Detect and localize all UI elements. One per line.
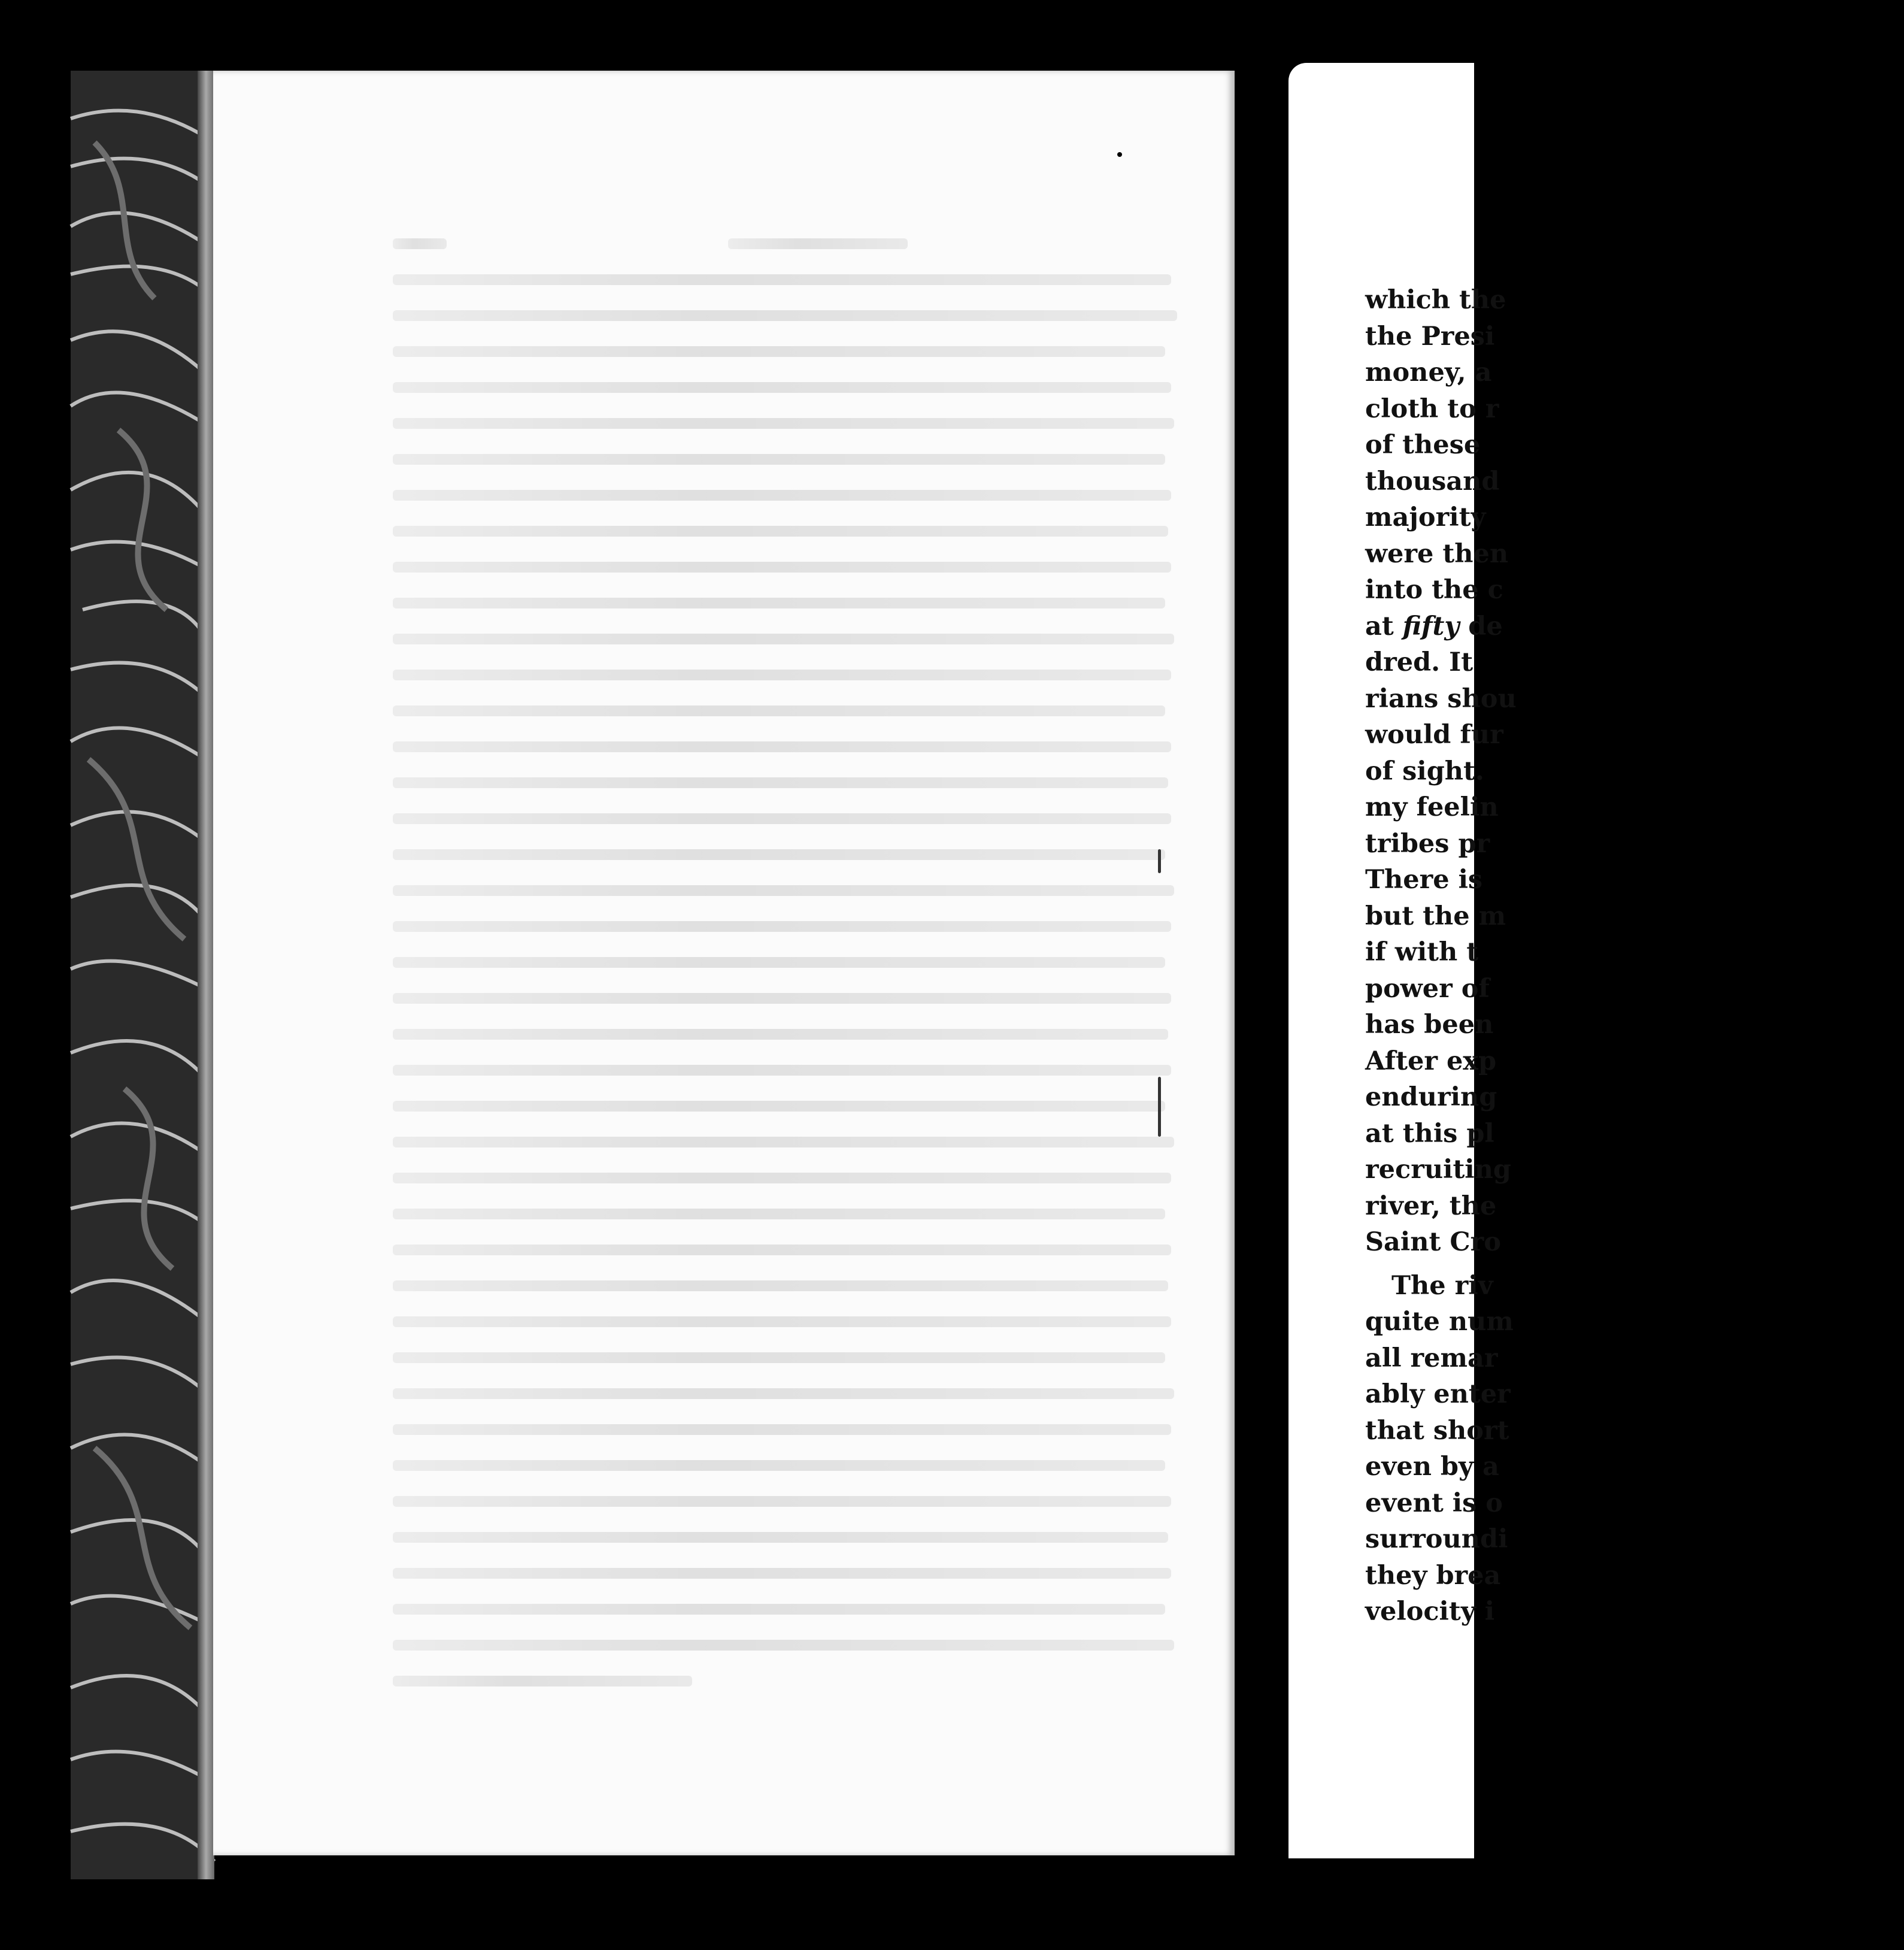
text-line: quite num	[1365, 1307, 1514, 1337]
text-line: cloth to r	[1365, 393, 1499, 424]
text-line: enduring	[1365, 1082, 1497, 1112]
bleed-through-text	[393, 274, 1411, 1891]
text-run: de	[1459, 611, 1503, 641]
marbled-endpaper	[71, 71, 214, 1879]
text-line: but the m	[1365, 901, 1506, 931]
text-line: money, a	[1365, 358, 1492, 387]
text-line: all remar	[1365, 1343, 1498, 1373]
text-line: would fur	[1365, 720, 1503, 750]
text-line: they brea	[1365, 1560, 1501, 1591]
text-line: river, the	[1365, 1191, 1497, 1221]
text-line: if with t	[1365, 937, 1479, 967]
text-line: recruiting	[1365, 1155, 1511, 1185]
text-line: majority	[1365, 502, 1486, 532]
text-line: dred. It	[1365, 647, 1474, 677]
text-line: which the	[1365, 285, 1506, 315]
italic-word: fifty	[1402, 611, 1460, 641]
text-line: my feelin	[1365, 792, 1499, 822]
text-line: into the c	[1365, 575, 1503, 605]
ink-speck	[1158, 849, 1161, 873]
text-line: The riv	[1391, 1270, 1493, 1301]
book-gutter	[198, 71, 214, 1879]
bleed-through-running-head	[393, 238, 1171, 262]
text-line: of sight.	[1365, 756, 1484, 786]
text-line: that short	[1365, 1415, 1509, 1446]
text-line: of these	[1365, 430, 1481, 460]
text-line: even by a	[1365, 1452, 1499, 1482]
text-line: event is o	[1365, 1488, 1503, 1518]
text-line: has been	[1365, 1010, 1494, 1040]
text-line: the Presi	[1365, 321, 1495, 352]
text-line: surroundi	[1365, 1524, 1508, 1554]
text-line: thousand	[1365, 466, 1500, 496]
ink-speck	[1117, 152, 1122, 157]
text-line: tribes pr	[1365, 828, 1490, 859]
marble-pattern	[71, 71, 214, 1879]
right-page	[1288, 63, 1517, 1858]
text-line: Saint Cro	[1365, 1227, 1501, 1257]
text-line: rians shou	[1365, 683, 1517, 714]
text-line: There is	[1365, 865, 1483, 895]
text-line: ably enter	[1365, 1379, 1511, 1409]
text-line: at this pl	[1365, 1118, 1494, 1149]
text-line: After exp	[1365, 1046, 1497, 1076]
ink-speck	[1158, 1077, 1161, 1137]
text-line	[1365, 608, 1503, 644]
text-run: at	[1365, 611, 1403, 641]
text-line: velocity i	[1365, 1597, 1495, 1627]
text-line: were then	[1365, 538, 1509, 569]
text-line: power of	[1365, 973, 1490, 1004]
left-page-bleed-through	[213, 71, 1235, 1855]
